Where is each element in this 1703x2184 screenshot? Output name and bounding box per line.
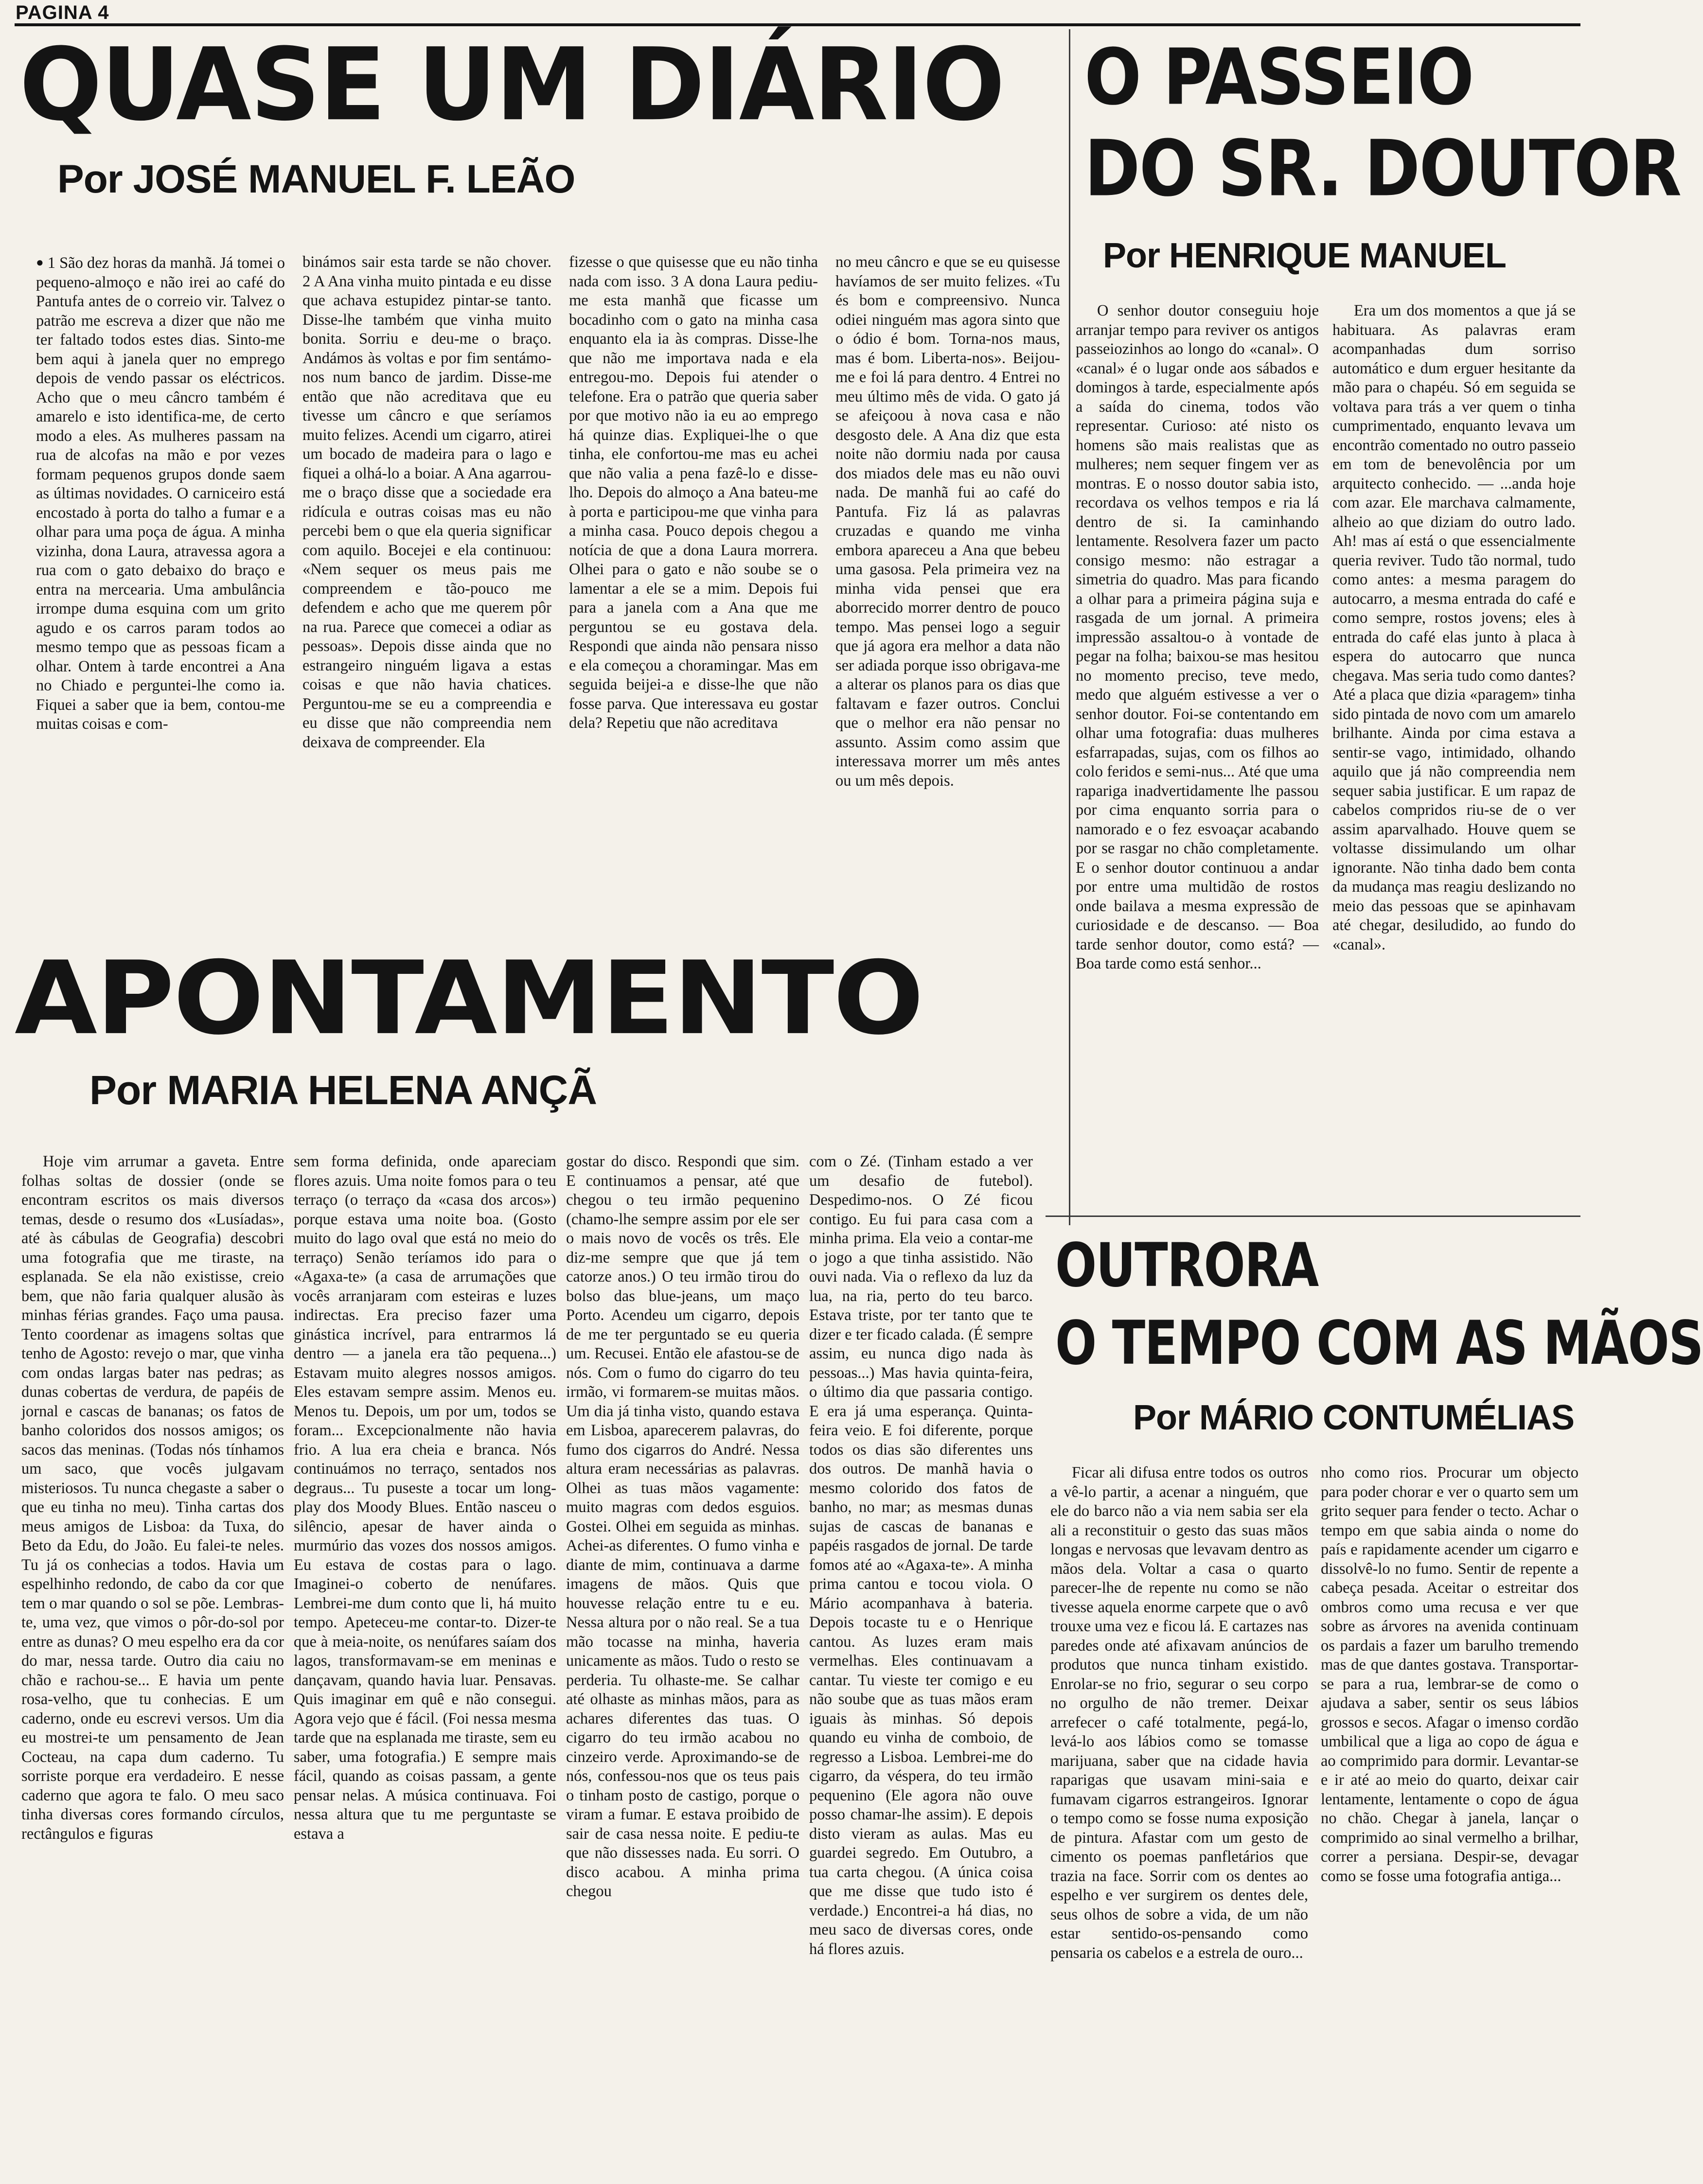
passeio-column-1: [1076, 301, 1319, 1235]
bullet-icon: ●: [36, 255, 44, 269]
apontamento-column-3: [566, 1152, 799, 2173]
apontamento-text-4: com o Zé. (Tinham estado a ver um desafio de futebol). Despedimo-nos. O Zé ficou contigo. Eu fui para casa com a minha prima. Ela veio a contar-me o jogo a que tinha assistido. Não ouvi nada. Via o reflexo da luz da lua, na ria, perto do teu barco. Estava triste, por ter tanto que te dizer e ter ficado calada. (É sempre assim, eu nunca digo nada às pessoas...) Mas havia quinta-feira, o último dia que passaria contigo. E era já uma esperança. Quinta-feira veio. E foi diferente, porque todos os dias são diferentes uns dos outros. De manhã havia o mesmo colorido dos fatos de banho, no mar; as mesmas dunas sujas de cascas de bananas e papéis rasgados de jornal. De tarde fomos até ao «Agaxa-te». A minha prima cantou e tocou viola. O Mário acompanhava à bateria. Depois tocaste tu e o Henrique cantou. As luzes eram mais vermelhas. Eles continuavam a cantar. Tu vieste ter comigo e eu não soube que as tuas mãos eram iguais às minhas. Só depois quando eu vinha de comboio, de regresso a Lisboa. Lembrei-me do cigarro, da véspera, do teu irmão pequenino (Ele agora não ouve posso chamar-lhe assim). E depois disto vieram as aulas. Mas eu guardei segredo. Em Outubro, a tua carta chegou. (A única coisa que me disse que tudo isto é verdade.) Encontrei-a há dias, no meu saco de diversas cores, onde há flores azuis.: [809, 1153, 1033, 1958]
outrora-headline-2: O TEMPO COM AS MÃOS: [1055, 1307, 1703, 1378]
diario-column-3: [569, 253, 818, 924]
apontamento-text-3: gostar do disco. Respondi que sim. E continuamos a pensar, até que chegou o teu irmão pequenino (chamo-lhe sempre assim por ele ser o mais novo de vocês os três. Ele diz-me sempre que que já tem catorze anos.) O teu irmão tirou do bolso das blue-jeans, um maço Porto. Acendeu um cigarro, depois de me ter perguntado se eu queria um. Recusei. Então ele afastou-se de nós. Com o fumo do cigarro do teu irmão, vi formarem-se muitas mãos. Um dia já tinha visto, quando estava em Lisboa, aparecerem palavras, do fumo dos cigarros do André. Nessa altura eram necessárias as palavras. Olhei as tuas mãos vagamente: muito magras com dedos esguios. Gostei. Olhei em seguida as minhas. Achei-as diferentes. O fumo vinha e diante de mim, continuava a darme imagens de mãos. Quis que houvesse relação entre tu e eu. Nessa altura por o não real. Se a tua mão tocasse na minha, haveria unicamente as mãos. Tudo o resto se perderia. Tu olhaste-me. Se calhar até olhaste as minhas mãos, para as achares diferentes das tuas. O cigarro do teu irmão acabou no cinzeiro verde. Aproximando-se de nós, confessou-nos que os teus pais o tinham posto de castigo, porque o viram a fumar. E estava proibido de sair de casa nessa noite. E pediu-te que não dissesses nada. Eu sorri. O disco acabou. A minha prima chegou: [566, 1153, 799, 1900]
page-number: PAGINA 4: [16, 2, 109, 23]
diario-column-2: [302, 253, 551, 924]
column-rule: [1069, 29, 1070, 1225]
diario-column-4: [835, 253, 1060, 924]
apontamento-column-4: [809, 1152, 1033, 2173]
outrora-byline: Por MÁRIO CONTUMÉLIAS: [1133, 1398, 1574, 1437]
diario-text-1: 1 São dez horas da manhã. Já tomei o pequeno-almoço e não irei ao café do Pantufa antes de o correio vir. Talvez o patrão me escreva a dizer que não me ter faltado todos estes dias. Sinto-me bem aqui à janela quer no emprego depois de vendo passar os eléctricos. Acho que o meu câncro também é amarelo e isto identifica-me, de certo modo a eles. As mulheres passam na rua de alcofas na mão e por vezes formam pequenos grupos donde saem as últimas novidades. O carniceiro está encostado à porta do talho a fumar e a olhar para uma poça de água. A minha vizinha, dona Laura, atravessa agora a rua com o gato debaixo do braço e entra na mercearia. Uma ambulância irrompe duma esquina com um grito agudo e os carros param todos ao mesmo tempo que as pessoas ficam a olhar. Ontem à tarde encontrei a Ana no Chiado e perguntei-lhe como ia. Fiquei a saber que ia bem, contou-me muitas coisas e com-: [36, 254, 285, 733]
outrora-column-2: [1321, 1463, 1579, 2173]
outrora-text-1: Ficar ali difusa entre todos os outros a vê-lo partir, a acenar a ninguém, que ele do barco não a via nem sabia ser ela ali a reconstituir o gesto das suas mãos longas e nervosas que levavam dentro as mãos dela. Voltar a casa o quarto parecer-lhe de repente nu como se não tivesse aquela enorme carpete que o avô trouxe uma vez e ficou lá. E cartazes nas paredes onde até afixavam anúncios de produtos que nunca tinham existido. Enrolar-se no frio, segurar o seu corpo no orgulho de não tremer. Deixar arrefecer o café totalmente, pegá-lo, levá-lo aos lábios como se tomasse marijuana, saber que na cidade havia raparigas que usavam mini-saia e fumavam cigarros estrangeiros. Ignorar o tempo como se fosse numa exposição de pintura. Afastar com um gesto de cimento os poemas panfletários que trazia na face. Sorrir com os dentes ao espelho e ver surgirem os dentes dele, seus olhos de sobre a vida, de um não estar sentido-os-pensando como pensaria os cabelos e a estrela de ouro...: [1050, 1464, 1308, 1962]
section-rule: [1046, 1215, 1580, 1217]
outrora-text-2: nho como rios. Procurar um objecto para poder chorar e ver o quarto sem um grito sequer para fender o tecto. Achar o tempo em que sabia ainda o nome do país e rapidamente acender um cigarro e dissolvê-lo no fumo. Sentir de repente a cabeça pesada. Aceitar o estreitar dos ombros como uma recusa e ver que sobre as árvores na avenida continuam os pardais a fazer um barulho tremendo mas de que dantes gostava. Transportar-se para a rua, lembrar-se de como o ajudava a saber, sentir os seus lábios grossos e secos. Afagar o imenso cordão umbilical que a liga ao copo de água e ao comprimido para dormir. Levantar-se e ir até ao meio do quarto, deixar cair lentamente, lentamente o copo de água no chão. Chegar à janela, lançar o comprimido ao sinal vermelho a brilhar, correr a persiana. Despir-se, devagar como se fosse uma fotografia antiga...: [1321, 1464, 1579, 1885]
apontamento-text-2: sem forma definida, onde apareciam flores azuis. Uma noite fomos para o teu terraço (o terraço da «casa dos arcos») porque estava uma noite boa. (Gosto muito do lago oval que está no meio do terraço) Senão teríamos ido para o «Agaxa-te» (a casa de arrumações que vocês arranjaram com esteiras e luzes indirectas. Era preciso fazer uma ginástica incrível, para entrarmos lá dentro — a janela era tão pequena...) Estavam muito alegres nossos amigos. Eles estavam sempre assim. Menos eu. Menos tu. Depois, um por um, todos se foram... Excepcionalmente não havia frio. A lua era cheia e branca. Nós continuámos no terraço, sentados nos degraus... Tu puseste a tocar um long-play dos Moody Blues. Então nasceu o silêncio, apesar de haver ainda o murmúrio das vozes dos nossos amigos. Eu estava de costas para o lago. Imaginei-o coberto de nenúfares. Lembrei-me dum conto que li, há muito tempo. Apeteceu-me contar-to. Dizer-te que à meia-noite, os nenúfares saíam dos lagos, transformavam-se em meninas e dançavam, quando havia luar. Pensavas. Quis imaginar em quê e não consegui. Agora vejo que é fácil. (Foi nessa mesma tarde que na esplanada me tiraste, sem eu saber, uma fotografia.) E sempre mais fácil, quando as coisas passam, a gente pensar nelas. A música continuava. Foi nessa altura que tu me perguntaste se estava a: [294, 1153, 556, 1843]
top-rule: [15, 23, 1580, 26]
diario-column-1: [36, 253, 285, 924]
outrora-headline-1: OUTRORA: [1055, 1230, 1318, 1301]
passeio-text-2: Era um dos momentos a que já se habituara. As palavras eram acompanhadas dum sorriso automático e dum erguer hesitante da mão para o chapéu. Só em seguida se voltava para trás a ver quem o tinha cumprimentado, enquanto levava um encontrão comentado no outro passeio em tom de benevolência por um arquitecto conhecido. — ...anda hoje com azar. Ele marchava calmamente, alheio ao que diziam do outro lado. Ah! mas aí está o que essencialmente queria reviver. Tudo tão normal, tudo como antes: a mesma paragem do autocarro, a mesma entrada do café e como sempre, rostos jovens; eles à entrada do café elas junto à placa à espera do autocarro que nunca chegava. Mas seria tudo como dantes? Até a placa que dizia «paragem» tinha sido pintada de novo com um amarelo brilhante. Ainda por cima estava a sentir-se vago, intimidado, olhando aquilo que já não compreendia nem sequer sabia justificar. E um rapaz de cabelos compridos riu-se de o ver assim aparvalhado. Houve quem se voltasse dissimulando um olhar ignorante. Não tinha dado bem conta da mudança mas reagiu deslizando no meio das pessoas que se apinhavam até chegar, desiludido, ao fundo do «canal».: [1332, 302, 1576, 953]
passeio-column-2: [1332, 301, 1576, 1235]
diario-text-4: no meu câncro e que se eu quisesse havíamos de ser muito felizes. «Tu és bom e compreensivo. Nunca odiei ninguém mas agora sinto que o ódio é bom. Torna-nos maus, mas é bom. Liberta-nos». Beijou-me e foi lá para dentro. 4 Entrei no meu último mês de vida. O gato já se afeiçoou à nova casa e não desgosto dele. A Ana diz que esta noite não dormiu nada por causa dos miados dele mas eu não ouvi nada. De manhã fui ao café do Pantufa. Fiz lá as palavras cruzadas e quando me vinha embora apareceu a Ana que bebeu uma gasosa. Pela primeira vez na minha vida pensei que era aborrecido morrer dentro de pouco tempo. Mas pensei logo a seguir que já agora era melhor a data não ser adiada porque isso obrigava-me a alterar os planos para os dias que faltavam e fazer outros. Conclui que o melhor era não pensar no assunto. Assim como assim que interessava morrer um mês antes ou um mês depois.: [835, 253, 1060, 790]
apontamento-text-1: Hoje vim arrumar a gaveta. Entre folhas soltas de dossier (onde se encontram escritos os mais diversos temas, desde o resumo dos «Lusíadas», até às cábulas de Geografia) descobri uma fotografia que me tiraste, na esplanada. Se ela não existisse, creio bem, que não faria qualquer alusão às minhas férias grandes. Faço uma pausa. Tento coordenar as imagens soltas que tenho de Agosto: revejo o mar, que vinha com ondas largas bater nas pedras; as dunas cobertas de verdura, de papéis de jornal e cascas de bananas; os fatos de banho coloridos dos nossos amigos; os sacos das meninas. (Todas nós tínhamos um saco, que vocês julgavam misteriosos. Tu nunca chegaste a saber o que eu tinha no meu). Tinha cartas dos meus amigos de Lisboa: da Tuxa, do Beto da Edu, do João. Eu falei-te neles. Tu já os conhecias a todos. Havia um espelhinho redondo, de cabo da cor que tem o mar quando o sol se põe. Lembras-te, uma vez, que vimos o pôr-do-sol por entre as dunas? O meu espelho era da cor do mar, nessa tarde. Outro dia caiu no chão e rachou-se... E havia um pente rosa-velho, que tu conhecias. E um caderno, onde eu escrevi versos. Um dia eu mostrei-te um pensamento de Jean Cocteau, na capa dum caderno. Tu sorriste porque era verdadeiro. E nesse caderno que agora te falo. O meu saco tinha diversas cores formando círculos, rectângulos e figuras: [21, 1153, 284, 1843]
passeio-byline: Por HENRIQUE MANUEL: [1103, 236, 1507, 275]
apontamento-column-2: [294, 1152, 556, 2173]
outrora-column-1: [1050, 1463, 1308, 2173]
diario-headline: QUASE UM DIÁRIO: [19, 27, 1004, 143]
diario-text-3: fizesse o que quisesse que eu não tinha nada com isso. 3 A dona Laura pediu-me esta manhã que ficasse um bocadinho com o gato na minha casa enquanto ela ia às compras. Disse-lhe que não me importava nada e ela entregou-mo. Depois fui atender o telefone. Era o patrão que queria saber por que motivo não ia eu ao emprego há quinze dias. Expliquei-lhe o que tinha, ele confortou-me mas eu achei que não valia a pena fazê-lo e disse-lho. Depois do almoço a Ana bateu-me à porta e participou-me que vinha para a minha casa. Pouco depois chegou a notícia de que a dona Laura morrera. Olhei para o gato e não soube se o lamentar a ele se a mim. Depois fui para a janela com a Ana que me perguntou se eu gostava dela. Respondi que ainda não pensara nisso e ela começou a choramingar. Mas em seguida beijei-a e disse-lhe que não fosse parva. Que interessava eu gostar dela? Repetiu que não acreditava: [569, 253, 818, 732]
apontamento-headline: APONTAMENTO: [15, 940, 923, 1057]
diario-byline: Por JOSÉ MANUEL F. LEÃO: [57, 157, 575, 201]
apontamento-byline: Por MARIA HELENA ANÇÃ: [89, 1067, 597, 1113]
passeio-text-1: O senhor doutor conseguiu hoje arranjar tempo para reviver os antigos passeiozinhos ao longo do «canal». O «canal» é o lugar onde aos sábados e domingos à tarde, especialmente após a saída do cinema, todos vão representar. Curioso: até nisto os homens são mais realistas que as mulheres; nem sequer fingem ver as montras. E o nosso doutor sabia isto, recordava os velhos tempos e ria lá dentro de si. Ia caminhando lentamente. Resolvera fazer um pacto consigo mesmo: não estragar a simetria do quadro. Mas para ficando a olhar para a primeira página suja e rasgada de um jornal. A primeira impressão assaltou-o à vontade de pegar na folha; baixou-se mas hesitou no momento preciso, teve medo, medo que alguém estivesse a ver o senhor doutor. Foi-se contentando em olhar uma fotografia: duas mulheres esfarrapadas, sujas, com os filhos ao colo feridos e semi-nus... Até que uma rapariga inadvertidamente lhe passou por cima enquanto sorria para o namorado e o fez esvoaçar acabando por se rasgar no chão completamente. E o senhor doutor continuou a andar por entre uma multidão de rostos onde bailava a mesma expressão de curiosidade e de descanso. — Boa tarde senhor doutor, como está? — Boa tarde como está senhor...: [1076, 302, 1319, 972]
diario-text-2: binámos sair esta tarde se não chover. 2 A Ana vinha muito pintada e eu disse que achava estupidez pintar-se tanto. Disse-lhe também que vinha muito bonita. Sorriu e deu-me o braço. Andámos às voltas e por fim sentámo-nos num banco de jardim. Disse-me então que não acreditava que eu tivesse um câncro e que seríamos muito felizes. Acendi um cigarro, atirei um bocado de madeira para o lago e fiquei a olhá-lo a boiar. A Ana agarrou-me o braço disse que a sociedade era ridícula e outras coisas mas eu não percebi bem o que ela queria significar com aquilo. Bocejei e ela continuou: «Nem sequer os meus pais me compreendem e tão-pouco me defendem e acho que me querem pôr na rua. Parece que comecei a odiar as pessoas». Depois disse ainda que no estrangeiro ninguém ligava a estas coisas e que não havia chatices. Perguntou-me se eu a compreendia e eu disse que não compreendia nem deixava de compreender. Ela: [302, 253, 551, 751]
passeio-headline-1: O PASSEIO: [1084, 33, 1473, 123]
apontamento-column-1: [21, 1152, 284, 2173]
passeio-headline-2: DO SR. DOUTOR: [1084, 124, 1681, 214]
